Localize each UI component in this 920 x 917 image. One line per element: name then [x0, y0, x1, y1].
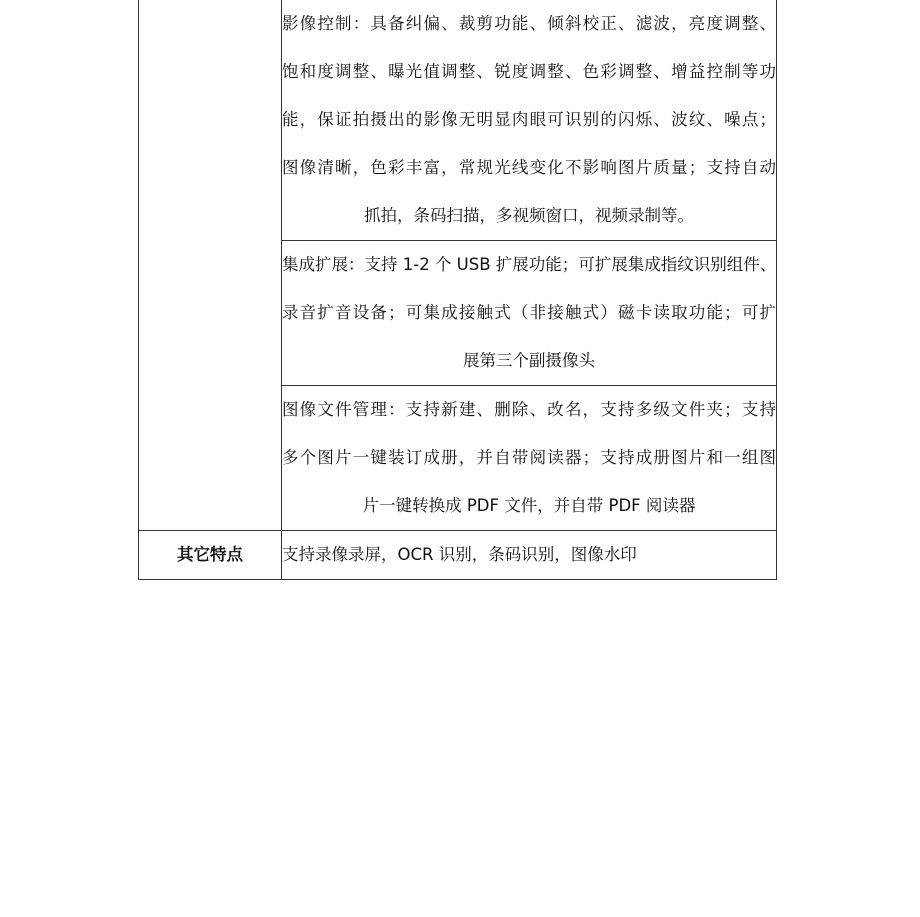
image-control-line: 影像控制：具备纠偏、裁剪功能、倾斜校正、滤波，亮度调整、 [282, 14, 776, 33]
image-control-line: 饱和度调整、曝光值调整、锐度调整、色彩调整、增益控制等功 [282, 62, 776, 81]
integration-expansion-line: 展第三个副摄像头 [463, 351, 595, 370]
image-control-line: 能，保证拍摄出的影像无明显肉眼可识别的闪烁、波纹、噪点； [282, 110, 776, 129]
image-control-line: 图像清晰，色彩丰富，常规光线变化不影响图片质量；支持自动 [282, 158, 776, 177]
file-management-line: 片一键转换成 PDF 文件，并自带 PDF 阅读器 [362, 496, 696, 515]
spec-row-other-features [139, 531, 777, 580]
image-control-cell [282, 0, 777, 241]
integration-expansion-line: 录音扩音设备；可集成接触式（非接触式）磁卡读取功能；可扩 [282, 303, 776, 322]
file-management-line: 图像文件管理：支持新建、删除、改名，支持多级文件夹；支持 [282, 400, 776, 419]
other-features-label: 其它特点 [139, 531, 282, 580]
spec-row-image-control [139, 0, 777, 241]
file-management-line: 多个图片一键装订成册，并自带阅读器；支持成册图片和一组图 [282, 448, 776, 467]
spec-table [138, 0, 777, 580]
integration-expansion-line: 集成扩展：支持 1-2 个 USB 扩展功能；可扩展集成指纹识别组件、 [282, 255, 776, 274]
image-control-line: 抓拍，条码扫描，多视频窗口，视频录制等。 [364, 206, 694, 225]
file-management-cell [282, 386, 777, 531]
integration-expansion-cell [282, 241, 777, 386]
other-features-cell [282, 531, 777, 580]
spec-group-cell [139, 0, 282, 531]
other-features-text: 支持录像录屏，OCR 识别，条码识别，图像水印 [282, 545, 637, 564]
